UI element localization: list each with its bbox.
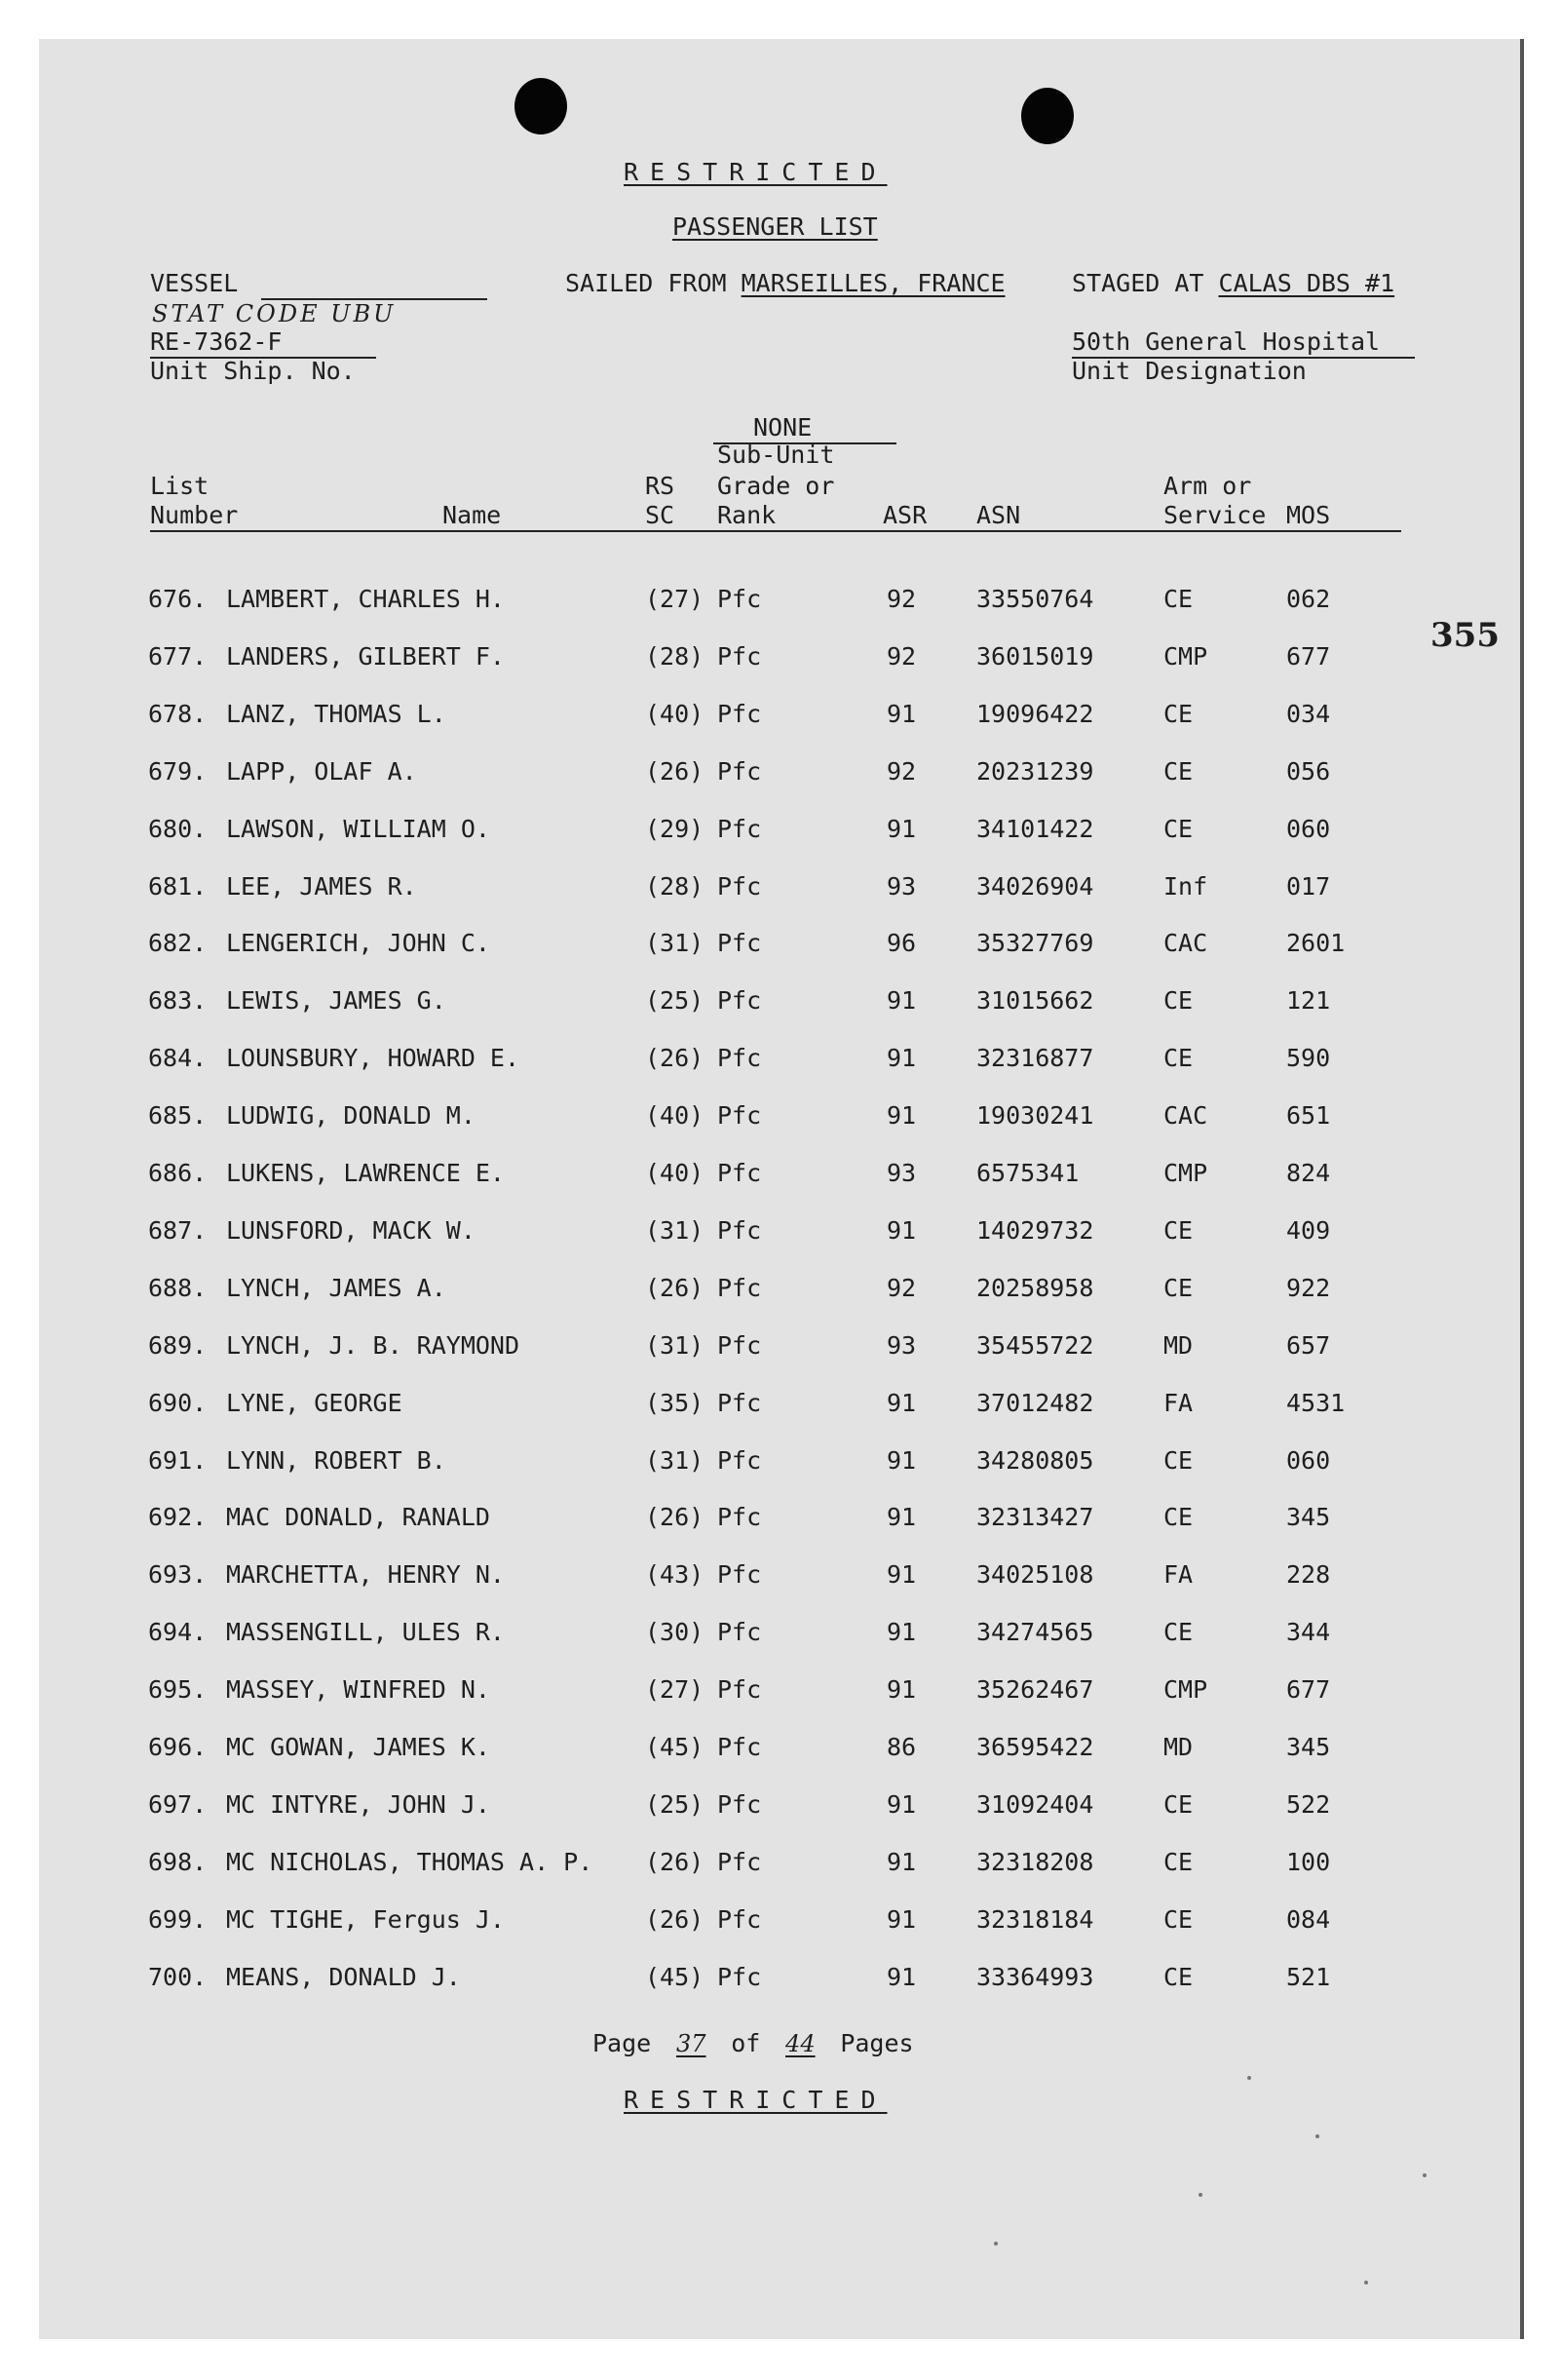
asn: 31015662: [976, 986, 1094, 1015]
rs-sc: (25): [645, 1790, 704, 1819]
asn: 34274565: [976, 1618, 1094, 1646]
asr: 91: [887, 1216, 917, 1245]
punch-hole: [514, 78, 567, 134]
speck: [1315, 2134, 1319, 2138]
list-number: 683.: [148, 986, 208, 1015]
rank: Pfc: [717, 1446, 762, 1475]
list-number: 678.: [148, 700, 208, 728]
mos: 922: [1286, 1274, 1331, 1302]
arm-service: CE: [1163, 1274, 1194, 1302]
passenger-name: LUDWIG, DONALD M.: [226, 1101, 476, 1130]
rank: Pfc: [717, 585, 762, 613]
asr: 91: [887, 1389, 917, 1417]
unit-designation-value: 50th General Hospital: [1072, 327, 1381, 356]
passenger-name: MAC DONALD, RANALD: [226, 1503, 490, 1531]
unit-designation-label: Unit Designation: [1072, 357, 1307, 385]
rs-sc: (27): [645, 1675, 704, 1704]
asn: 35262467: [976, 1675, 1094, 1704]
passenger-name: MEANS, DONALD J.: [226, 1963, 461, 1991]
list-number: 691.: [148, 1446, 208, 1475]
list-number: 694.: [148, 1618, 208, 1646]
asn: 36015019: [976, 642, 1094, 671]
rs-sc: (43): [645, 1560, 704, 1589]
arm-service: CE: [1163, 1216, 1194, 1245]
list-number: 686.: [148, 1159, 208, 1187]
arm-service: MD: [1163, 1331, 1194, 1360]
rank: Pfc: [717, 1044, 762, 1072]
asn: 20231239: [976, 757, 1094, 786]
asr: 91: [887, 986, 917, 1015]
passenger-name: MASSEY, WINFRED N.: [226, 1675, 490, 1704]
rank: Pfc: [717, 1905, 762, 1934]
asn: 32313427: [976, 1503, 1094, 1531]
mos: 4531: [1286, 1389, 1346, 1417]
arm-service: CE: [1163, 1044, 1194, 1072]
passenger-name: LENGERICH, JOHN C.: [226, 929, 490, 957]
asr: 91: [887, 1618, 917, 1646]
rank: Pfc: [717, 929, 762, 957]
list-number: 699.: [148, 1905, 208, 1934]
header-service: Service: [1163, 501, 1267, 529]
list-number: 679.: [148, 757, 208, 786]
asr: 92: [887, 585, 917, 613]
asr: 93: [887, 872, 917, 901]
margin-page-number: 355: [1430, 616, 1500, 655]
arm-service: CE: [1163, 700, 1194, 728]
asn: 34026904: [976, 872, 1094, 901]
rank: Pfc: [717, 1675, 762, 1704]
arm-service: CMP: [1163, 642, 1208, 671]
header-asn: ASN: [976, 501, 1021, 529]
rs-sc: (40): [645, 1101, 704, 1130]
arm-service: CE: [1163, 585, 1194, 613]
arm-service: FA: [1163, 1560, 1194, 1589]
arm-service: CE: [1163, 1503, 1194, 1531]
rank: Pfc: [717, 1216, 762, 1245]
punch-hole: [1021, 88, 1074, 144]
rs-sc: (26): [645, 1503, 704, 1531]
list-number: 689.: [148, 1331, 208, 1360]
rs-sc: (25): [645, 986, 704, 1015]
passenger-name: MARCHETTA, HENRY N.: [226, 1560, 505, 1589]
speck: [1423, 2173, 1427, 2177]
rs-sc: (31): [645, 1446, 704, 1475]
asn: 33364993: [976, 1963, 1094, 1991]
rs-sc: (30): [645, 1618, 704, 1646]
rank: Pfc: [717, 1848, 762, 1876]
mos: 651: [1286, 1101, 1331, 1130]
sailed-from: SAILED FROM MARSEILLES, FRANCE: [565, 269, 1006, 297]
arm-service: CE: [1163, 1905, 1194, 1934]
mos: 100: [1286, 1848, 1331, 1876]
asr: 91: [887, 1503, 917, 1531]
rs-sc: (26): [645, 1848, 704, 1876]
arm-service: CE: [1163, 986, 1194, 1015]
header-list: List: [150, 472, 209, 500]
mos: 677: [1286, 642, 1331, 671]
asr: 92: [887, 757, 917, 786]
asr: 91: [887, 1044, 917, 1072]
document-page: [39, 39, 1524, 2339]
mos: 409: [1286, 1216, 1331, 1245]
mos: 056: [1286, 757, 1331, 786]
mos: 677: [1286, 1675, 1331, 1704]
header-mos: MOS: [1286, 501, 1331, 529]
rs-sc: (40): [645, 1159, 704, 1187]
asn: 19030241: [976, 1101, 1094, 1130]
asn: 35455722: [976, 1331, 1094, 1360]
rs-sc: (31): [645, 929, 704, 957]
asr: 92: [887, 642, 917, 671]
arm-service: CE: [1163, 1618, 1194, 1646]
list-number: 688.: [148, 1274, 208, 1302]
rs-sc: (29): [645, 815, 704, 843]
passenger-name: LAWSON, WILLIAM O.: [226, 815, 490, 843]
list-number: 685.: [148, 1101, 208, 1130]
rank: Pfc: [717, 815, 762, 843]
arm-service: FA: [1163, 1389, 1194, 1417]
mos: 060: [1286, 815, 1331, 843]
passenger-name: LOUNSBURY, HOWARD E.: [226, 1044, 520, 1072]
arm-service: CMP: [1163, 1675, 1208, 1704]
header-name: Name: [442, 501, 502, 529]
header-rule: [150, 530, 1401, 532]
asr: 91: [887, 1446, 917, 1475]
asn: 19096422: [976, 700, 1094, 728]
arm-service: CE: [1163, 1848, 1194, 1876]
arm-service: CAC: [1163, 1101, 1208, 1130]
asn: 32318184: [976, 1905, 1094, 1934]
header-sc: SC: [645, 501, 675, 529]
rank: Pfc: [717, 1389, 762, 1417]
asn: 34025108: [976, 1560, 1094, 1589]
rs-sc: (26): [645, 1044, 704, 1072]
passenger-name: MC TIGHE, Fergus J.: [226, 1905, 505, 1934]
list-number: 680.: [148, 815, 208, 843]
passenger-name: LEWIS, JAMES G.: [226, 986, 446, 1015]
speck: [1199, 2193, 1202, 2197]
header-arm: Arm or: [1163, 472, 1252, 500]
list-number: 690.: [148, 1389, 208, 1417]
rs-sc: (35): [645, 1389, 704, 1417]
asr: 91: [887, 1790, 917, 1819]
rs-sc: (27): [645, 585, 704, 613]
mos: 345: [1286, 1503, 1331, 1531]
list-number: 676.: [148, 585, 208, 613]
passenger-name: LANZ, THOMAS L.: [226, 700, 446, 728]
passenger-name: MC NICHOLAS, THOMAS A. P.: [226, 1848, 593, 1876]
arm-service: CE: [1163, 815, 1194, 843]
rs-sc: (28): [645, 872, 704, 901]
asr: 91: [887, 1963, 917, 1991]
passenger-name: LUNSFORD, MACK W.: [226, 1216, 476, 1245]
passenger-name: LYNE, GEORGE: [226, 1389, 402, 1417]
passenger-name: LYNN, ROBERT B.: [226, 1446, 446, 1475]
asr: 91: [887, 815, 917, 843]
arm-service: CE: [1163, 1446, 1194, 1475]
rank: Pfc: [717, 1331, 762, 1360]
speck: [1364, 2281, 1368, 2284]
asn: 33550764: [976, 585, 1094, 613]
unit-ship-label: Unit Ship. No.: [150, 357, 356, 385]
asr: 92: [887, 1274, 917, 1302]
arm-service: CAC: [1163, 929, 1208, 957]
mos: 824: [1286, 1159, 1331, 1187]
asn: 36595422: [976, 1733, 1094, 1761]
passenger-name: MASSENGILL, ULES R.: [226, 1618, 505, 1646]
header-number: Number: [150, 501, 239, 529]
asr: 86: [887, 1733, 917, 1761]
rs-sc: (40): [645, 700, 704, 728]
rank: Pfc: [717, 1159, 762, 1187]
arm-service: MD: [1163, 1733, 1194, 1761]
mos: 060: [1286, 1446, 1331, 1475]
page-indicator: Page 37 of 44 Pages: [592, 2029, 914, 2057]
rs-sc: (45): [645, 1733, 704, 1761]
rank: Pfc: [717, 1790, 762, 1819]
asr: 91: [887, 1848, 917, 1876]
document-title: PASSENGER LIST: [672, 212, 878, 241]
subunit-value: NONE: [753, 413, 813, 441]
rank: Pfc: [717, 1618, 762, 1646]
speck: [994, 2242, 998, 2246]
list-number: 697.: [148, 1790, 208, 1819]
list-number: 696.: [148, 1733, 208, 1761]
asr: 91: [887, 1675, 917, 1704]
arm-service: Inf: [1163, 872, 1208, 901]
mos: 344: [1286, 1618, 1331, 1646]
arm-service: CMP: [1163, 1159, 1208, 1187]
passenger-name: LYNCH, J. B. RAYMOND: [226, 1331, 520, 1360]
mos: 084: [1286, 1905, 1331, 1934]
passenger-name: LUKENS, LAWRENCE E.: [226, 1159, 505, 1187]
list-number: 681.: [148, 872, 208, 901]
mos: 228: [1286, 1560, 1331, 1589]
passenger-name: LEE, JAMES R.: [226, 872, 417, 901]
asr: 91: [887, 1905, 917, 1934]
rank: Pfc: [717, 700, 762, 728]
mos: 521: [1286, 1963, 1331, 1991]
rs-sc: (26): [645, 1274, 704, 1302]
asn: 6575341: [976, 1159, 1080, 1187]
asr: 91: [887, 1101, 917, 1130]
list-number: 700.: [148, 1963, 208, 1991]
rank: Pfc: [717, 1560, 762, 1589]
header-rank: Rank: [717, 501, 777, 529]
asn: 34280805: [976, 1446, 1094, 1475]
asn: 32316877: [976, 1044, 1094, 1072]
header-grade: Grade or: [717, 472, 835, 500]
passenger-name: MC GOWAN, JAMES K.: [226, 1733, 490, 1761]
asn: 34101422: [976, 815, 1094, 843]
passenger-name: MC INTYRE, JOHN J.: [226, 1790, 490, 1819]
arm-service: CE: [1163, 757, 1194, 786]
classification-top: RESTRICTED: [624, 158, 888, 186]
mos: 121: [1286, 986, 1331, 1015]
mos: 017: [1286, 872, 1331, 901]
asr: 93: [887, 1331, 917, 1360]
passenger-name: LYNCH, JAMES A.: [226, 1274, 446, 1302]
vessel-label: VESSEL: [150, 269, 239, 297]
mos: 657: [1286, 1331, 1331, 1360]
subunit-label: Sub-Unit: [717, 441, 835, 469]
list-number: 677.: [148, 642, 208, 671]
rank: Pfc: [717, 986, 762, 1015]
handwritten-note: STAT CODE UBU: [152, 300, 397, 327]
rs-sc: (31): [645, 1216, 704, 1245]
asn: 32318208: [976, 1848, 1094, 1876]
list-number: 682.: [148, 929, 208, 957]
mos: 062: [1286, 585, 1331, 613]
passenger-name: LANDERS, GILBERT F.: [226, 642, 505, 671]
asr: 96: [887, 929, 917, 957]
list-number: 684.: [148, 1044, 208, 1072]
asn: 31092404: [976, 1790, 1094, 1819]
mos: 522: [1286, 1790, 1331, 1819]
list-number: 693.: [148, 1560, 208, 1589]
list-number: 695.: [148, 1675, 208, 1704]
rs-sc: (26): [645, 1905, 704, 1934]
asr: 91: [887, 700, 917, 728]
list-number: 698.: [148, 1848, 208, 1876]
mos: 345: [1286, 1733, 1331, 1761]
asr: 93: [887, 1159, 917, 1187]
rank: Pfc: [717, 1503, 762, 1531]
rs-sc: (26): [645, 757, 704, 786]
asn: 20258958: [976, 1274, 1094, 1302]
rank: Pfc: [717, 757, 762, 786]
asn: 37012482: [976, 1389, 1094, 1417]
rank: Pfc: [717, 642, 762, 671]
rs-sc: (45): [645, 1963, 704, 1991]
mos: 034: [1286, 700, 1331, 728]
speck: [1247, 2076, 1251, 2080]
list-number: 687.: [148, 1216, 208, 1245]
list-number: 692.: [148, 1503, 208, 1531]
rank: Pfc: [717, 1963, 762, 1991]
arm-service: CE: [1163, 1790, 1194, 1819]
rank: Pfc: [717, 1101, 762, 1130]
rank: Pfc: [717, 872, 762, 901]
mos: 590: [1286, 1044, 1331, 1072]
asr: 91: [887, 1560, 917, 1589]
passenger-name: LAMBERT, CHARLES H.: [226, 585, 505, 613]
rank: Pfc: [717, 1274, 762, 1302]
rs-sc: (31): [645, 1331, 704, 1360]
unit-ship-number: RE-7362-F: [150, 327, 283, 356]
mos: 2601: [1286, 929, 1346, 957]
staged-at: STAGED AT CALAS DBS #1: [1072, 269, 1395, 297]
rs-sc: (28): [645, 642, 704, 671]
asn: 35327769: [976, 929, 1094, 957]
arm-service: CE: [1163, 1963, 1194, 1991]
header-rs: RS: [645, 472, 675, 500]
classification-bottom: RESTRICTED: [624, 2086, 888, 2114]
header-asr: ASR: [883, 501, 928, 529]
passenger-name: LAPP, OLAF A.: [226, 757, 417, 786]
rank: Pfc: [717, 1733, 762, 1761]
asn: 14029732: [976, 1216, 1094, 1245]
